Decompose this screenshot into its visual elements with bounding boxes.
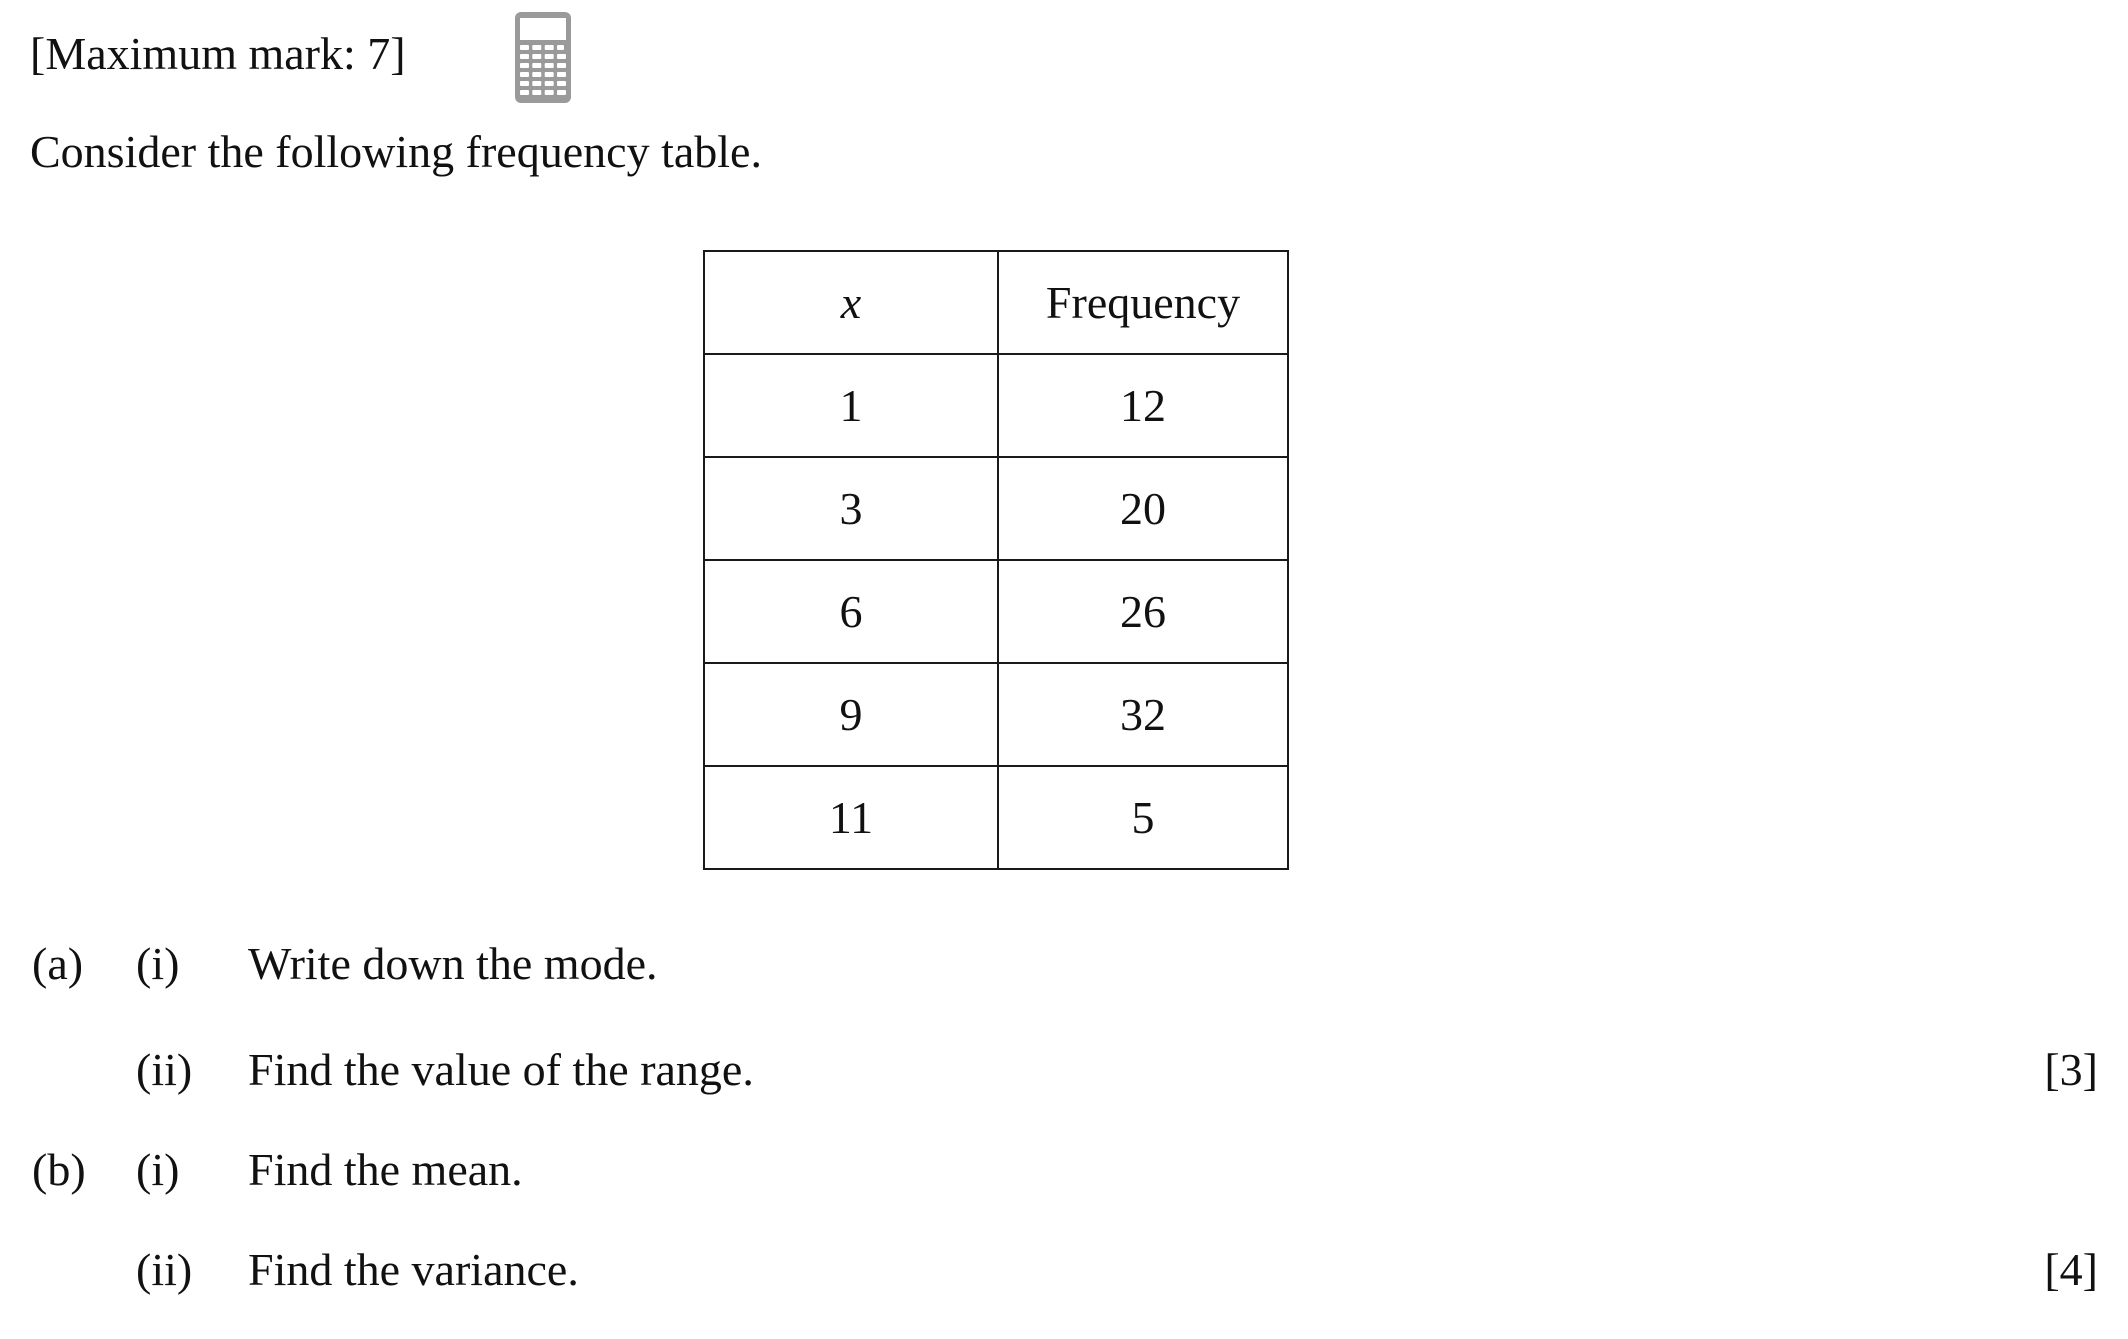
table-cell-frequency: 32 bbox=[998, 663, 1288, 766]
question-line-a-i bbox=[0, 938, 2128, 997]
table-row bbox=[704, 766, 1288, 869]
question-text: Find the value of the range. bbox=[248, 1044, 754, 1095]
table-row bbox=[704, 354, 1288, 457]
question-text: Write down the mode. bbox=[248, 938, 658, 989]
marks-badge: [3] bbox=[2044, 1044, 2098, 1095]
table-cell-x: 11 bbox=[704, 766, 998, 869]
table-cell-frequency: 26 bbox=[998, 560, 1288, 663]
table-cell-x: 3 bbox=[704, 457, 998, 560]
table-cell-x: 9 bbox=[704, 663, 998, 766]
subpart-label: (i) bbox=[136, 1144, 180, 1195]
table-row bbox=[704, 457, 1288, 560]
maximum-mark-label: [Maximum mark: 7] bbox=[30, 28, 406, 79]
table-cell-x: 1 bbox=[704, 354, 998, 457]
question-line-a-ii bbox=[0, 1044, 2128, 1103]
table-cell-frequency: 20 bbox=[998, 457, 1288, 560]
subpart-label: (i) bbox=[136, 938, 180, 989]
part-label: (b) bbox=[32, 1144, 86, 1195]
table-cell-frequency: 5 bbox=[998, 766, 1288, 869]
subpart-label: (ii) bbox=[136, 1244, 193, 1295]
table-row bbox=[704, 560, 1288, 663]
question-line-b-ii bbox=[0, 1244, 2128, 1303]
subpart-label: (ii) bbox=[136, 1044, 193, 1095]
marks-badge: [4] bbox=[2044, 1244, 2098, 1295]
column-header-x: x bbox=[704, 251, 998, 354]
frequency-table bbox=[703, 250, 1289, 870]
table-row bbox=[704, 663, 1288, 766]
calculator-icon bbox=[515, 12, 571, 103]
table-cell-x: 6 bbox=[704, 560, 998, 663]
question-text: Find the mean. bbox=[248, 1144, 523, 1195]
part-label: (a) bbox=[32, 938, 84, 989]
question-text: Find the variance. bbox=[248, 1244, 579, 1295]
column-header-frequency: Frequency bbox=[998, 251, 1288, 354]
table-cell-frequency: 12 bbox=[998, 354, 1288, 457]
intro-sentence: Consider the following frequency table. bbox=[30, 126, 762, 177]
question-line-b-i bbox=[0, 1144, 2128, 1203]
table-header-row bbox=[704, 251, 1288, 354]
